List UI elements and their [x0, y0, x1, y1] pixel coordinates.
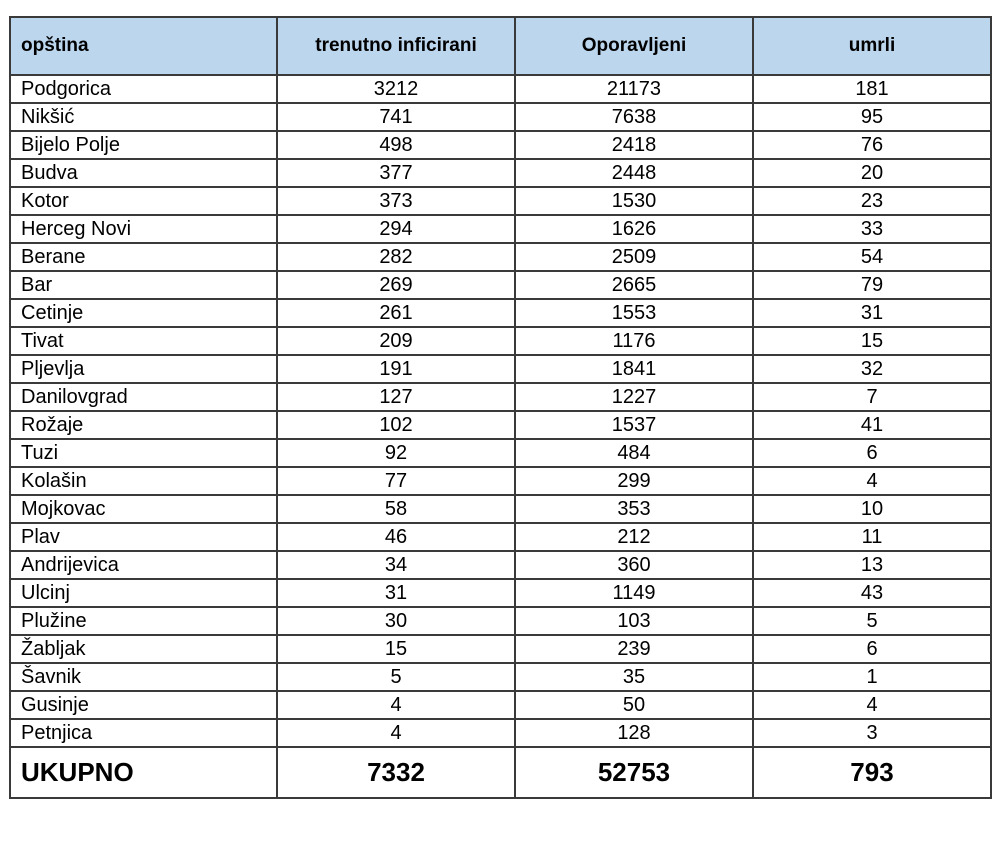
- currently-infected-cell: 127: [277, 383, 515, 411]
- table-row: [10, 383, 991, 411]
- table-row: [10, 439, 991, 467]
- deceased-cell: 33: [753, 215, 991, 243]
- deceased-cell: 5: [753, 607, 991, 635]
- municipality-cell: Cetinje: [10, 299, 277, 327]
- currently-infected-cell: 31: [277, 579, 515, 607]
- table-row: [10, 691, 991, 719]
- deceased-cell: 15: [753, 327, 991, 355]
- recovered-cell: 128: [515, 719, 753, 747]
- municipality-cell: Rožaje: [10, 411, 277, 439]
- table-row: [10, 327, 991, 355]
- municipality-cell: Plužine: [10, 607, 277, 635]
- table-row: [10, 299, 991, 327]
- deceased-cell: 6: [753, 635, 991, 663]
- municipality-covid-table: [9, 16, 992, 799]
- recovered-cell: 35: [515, 663, 753, 691]
- table-row: [10, 215, 991, 243]
- recovered-cell: 239: [515, 635, 753, 663]
- recovered-cell: 1537: [515, 411, 753, 439]
- currently-infected-cell: 4: [277, 719, 515, 747]
- recovered-cell: 21173: [515, 75, 753, 103]
- table-row: [10, 579, 991, 607]
- recovered-cell: 1626: [515, 215, 753, 243]
- currently-infected-cell: 5: [277, 663, 515, 691]
- currently-infected-cell: 102: [277, 411, 515, 439]
- table-row: [10, 635, 991, 663]
- currently-infected-cell: 58: [277, 495, 515, 523]
- deceased-cell: 181: [753, 75, 991, 103]
- total-recovered: 52753: [515, 747, 753, 798]
- deceased-cell: 41: [753, 411, 991, 439]
- currently-infected-cell: 498: [277, 131, 515, 159]
- recovered-cell: 353: [515, 495, 753, 523]
- table-row: [10, 355, 991, 383]
- table-row: [10, 411, 991, 439]
- recovered-cell: 1227: [515, 383, 753, 411]
- deceased-cell: 54: [753, 243, 991, 271]
- recovered-cell: 360: [515, 551, 753, 579]
- header-recovered: Oporavljeni: [515, 17, 753, 75]
- municipality-cell: Kotor: [10, 187, 277, 215]
- currently-infected-cell: 261: [277, 299, 515, 327]
- recovered-cell: 2665: [515, 271, 753, 299]
- deceased-cell: 43: [753, 579, 991, 607]
- municipality-cell: Herceg Novi: [10, 215, 277, 243]
- table-footer: [10, 747, 991, 798]
- municipality-cell: Plav: [10, 523, 277, 551]
- deceased-cell: 32: [753, 355, 991, 383]
- deceased-cell: 4: [753, 691, 991, 719]
- currently-infected-cell: 269: [277, 271, 515, 299]
- recovered-cell: 299: [515, 467, 753, 495]
- municipality-cell: Danilovgrad: [10, 383, 277, 411]
- municipality-cell: Bijelo Polje: [10, 131, 277, 159]
- deceased-cell: 13: [753, 551, 991, 579]
- table-row: [10, 103, 991, 131]
- recovered-cell: 1841: [515, 355, 753, 383]
- total-currently-infected: 7332: [277, 747, 515, 798]
- currently-infected-cell: 294: [277, 215, 515, 243]
- header-municipality: opština: [10, 17, 277, 75]
- deceased-cell: 10: [753, 495, 991, 523]
- table-row: [10, 131, 991, 159]
- deceased-cell: 6: [753, 439, 991, 467]
- deceased-cell: 3: [753, 719, 991, 747]
- municipality-cell: Bar: [10, 271, 277, 299]
- currently-infected-cell: 30: [277, 607, 515, 635]
- municipality-cell: Žabljak: [10, 635, 277, 663]
- currently-infected-cell: 282: [277, 243, 515, 271]
- recovered-cell: 484: [515, 439, 753, 467]
- municipality-cell: Gusinje: [10, 691, 277, 719]
- deceased-cell: 76: [753, 131, 991, 159]
- municipality-cell: Andrijevica: [10, 551, 277, 579]
- currently-infected-cell: 741: [277, 103, 515, 131]
- municipality-cell: Tivat: [10, 327, 277, 355]
- deceased-cell: 79: [753, 271, 991, 299]
- municipality-cell: Ulcinj: [10, 579, 277, 607]
- municipality-cell: Mojkovac: [10, 495, 277, 523]
- deceased-cell: 1: [753, 663, 991, 691]
- municipality-cell: Pljevlja: [10, 355, 277, 383]
- currently-infected-cell: 46: [277, 523, 515, 551]
- header-currently-infected: trenutno inficirani: [277, 17, 515, 75]
- table-row: [10, 467, 991, 495]
- total-row: [10, 747, 991, 798]
- municipality-cell: Tuzi: [10, 439, 277, 467]
- table-row: [10, 159, 991, 187]
- currently-infected-cell: 191: [277, 355, 515, 383]
- table-header: [10, 17, 991, 75]
- recovered-cell: 1530: [515, 187, 753, 215]
- municipality-cell: Šavnik: [10, 663, 277, 691]
- header-deceased: umrli: [753, 17, 991, 75]
- recovered-cell: 7638: [515, 103, 753, 131]
- deceased-cell: 7: [753, 383, 991, 411]
- currently-infected-cell: 77: [277, 467, 515, 495]
- table-row: [10, 551, 991, 579]
- municipality-cell: Petnjica: [10, 719, 277, 747]
- table-body: [10, 75, 991, 747]
- deceased-cell: 20: [753, 159, 991, 187]
- recovered-cell: 212: [515, 523, 753, 551]
- currently-infected-cell: 373: [277, 187, 515, 215]
- header-row: [10, 17, 991, 75]
- deceased-cell: 11: [753, 523, 991, 551]
- currently-infected-cell: 377: [277, 159, 515, 187]
- deceased-cell: 23: [753, 187, 991, 215]
- municipality-cell: Nikšić: [10, 103, 277, 131]
- municipality-cell: Berane: [10, 243, 277, 271]
- total-deceased: 793: [753, 747, 991, 798]
- table-row: [10, 495, 991, 523]
- recovered-cell: 103: [515, 607, 753, 635]
- table-row: [10, 523, 991, 551]
- municipality-cell: Podgorica: [10, 75, 277, 103]
- table-row: [10, 187, 991, 215]
- currently-infected-cell: 3212: [277, 75, 515, 103]
- table-row: [10, 243, 991, 271]
- recovered-cell: 50: [515, 691, 753, 719]
- table-row: [10, 271, 991, 299]
- table-row: [10, 719, 991, 747]
- currently-infected-cell: 34: [277, 551, 515, 579]
- table-row: [10, 75, 991, 103]
- recovered-cell: 1553: [515, 299, 753, 327]
- currently-infected-cell: 92: [277, 439, 515, 467]
- deceased-cell: 31: [753, 299, 991, 327]
- currently-infected-cell: 15: [277, 635, 515, 663]
- deceased-cell: 95: [753, 103, 991, 131]
- total-label: UKUPNO: [10, 747, 277, 798]
- currently-infected-cell: 4: [277, 691, 515, 719]
- table-row: [10, 607, 991, 635]
- municipality-cell: Kolašin: [10, 467, 277, 495]
- recovered-cell: 1176: [515, 327, 753, 355]
- recovered-cell: 2448: [515, 159, 753, 187]
- municipality-cell: Budva: [10, 159, 277, 187]
- currently-infected-cell: 209: [277, 327, 515, 355]
- deceased-cell: 4: [753, 467, 991, 495]
- recovered-cell: 2418: [515, 131, 753, 159]
- table-row: [10, 663, 991, 691]
- recovered-cell: 1149: [515, 579, 753, 607]
- recovered-cell: 2509: [515, 243, 753, 271]
